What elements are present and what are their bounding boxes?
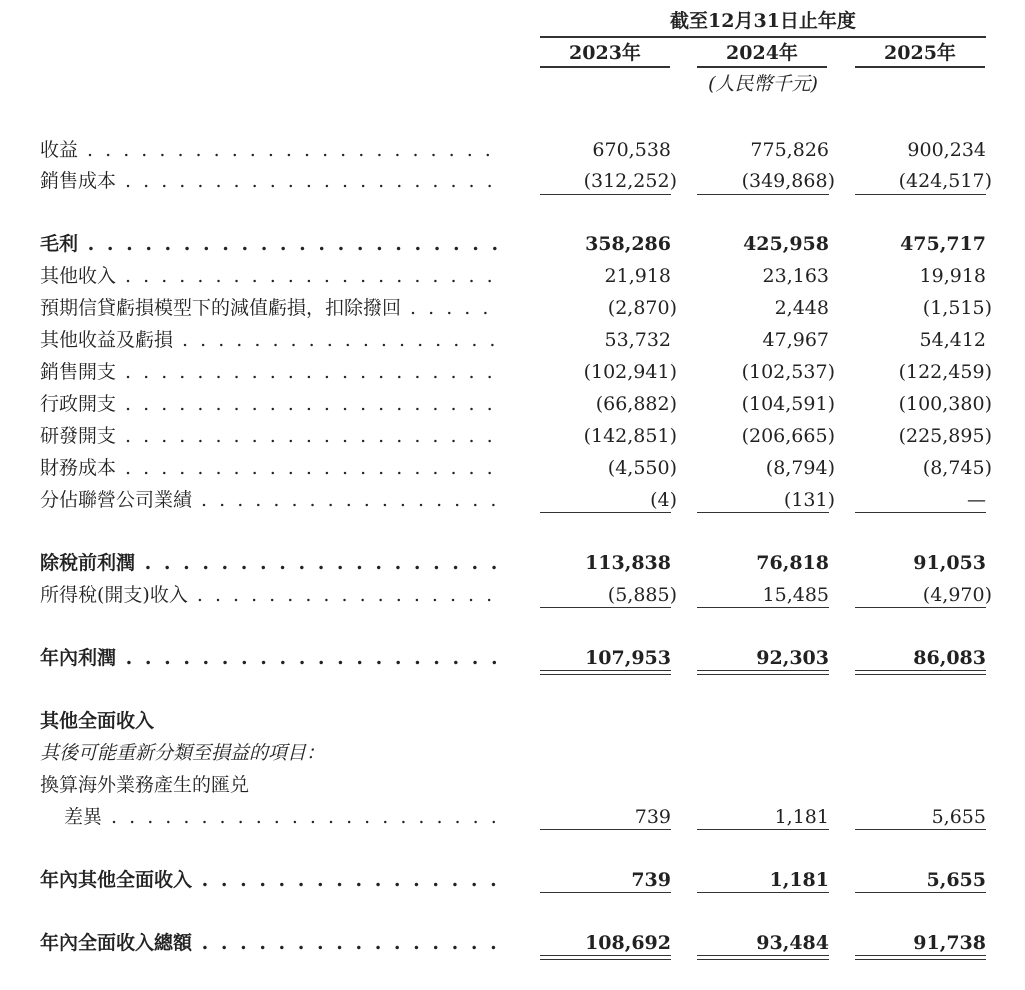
subtotal-rule — [697, 607, 829, 608]
row-label-income-tax: 所得稅(開支)收入 . . . — [40, 580, 500, 610]
cell-oci-2025: 5,655 — [926, 869, 986, 891]
cell-selling-2025: (122,459) — [898, 361, 992, 383]
cell-tax-2025: (4,970) — [922, 584, 992, 606]
cell-cost-of-sales-2023: (312,252) — [583, 170, 677, 192]
cell-gross-profit-2023: 358,286 — [585, 233, 671, 255]
cell-finance-2024: (8,794) — [765, 457, 835, 479]
total-double-rule — [855, 670, 986, 675]
row-label-gross-profit: 毛利 . . . — [40, 229, 500, 259]
cell-pbt-2025: 91,053 — [913, 552, 986, 574]
total-double-rule — [855, 955, 986, 960]
subtotal-rule — [855, 512, 986, 513]
row-label-oci-for-year: 年內其他全面收入 . . . — [40, 865, 500, 895]
row-label-admin-expenses: 行政開支 . . . — [40, 389, 500, 419]
cell-tci-2025: 91,738 — [913, 932, 986, 954]
cell-oci-2024: 1,181 — [769, 869, 829, 891]
cell-other-gains-2023: 53,732 — [604, 329, 671, 351]
cell-other-income-2024: 23,163 — [762, 265, 829, 287]
subtotal-rule — [855, 829, 986, 830]
subtotal-rule — [697, 892, 829, 893]
cell-associates-2025: — — [967, 489, 986, 511]
year-header-2023: 2023年 — [540, 42, 670, 68]
cell-other-income-2023: 21,918 — [604, 265, 671, 287]
cell-rnd-2024: (206,665) — [741, 425, 835, 447]
subtotal-rule — [540, 607, 671, 608]
row-label-cost-of-sales: 銷售成本 . . . — [40, 166, 500, 196]
year-header-2025: 2025年 — [855, 42, 985, 68]
currency-unit: (人民幣千元) — [708, 73, 818, 95]
cell-admin-2023: (66,882) — [595, 393, 677, 415]
cell-tax-2024: 15,485 — [762, 584, 829, 606]
cell-impairment-2023: (2,870) — [607, 297, 677, 319]
cell-admin-2024: (104,591) — [741, 393, 835, 415]
row-label-other-gains-losses: 其他收益及虧損 . . . — [40, 325, 500, 355]
cell-tax-2023: (5,885) — [607, 584, 677, 606]
subtotal-rule — [540, 512, 671, 513]
cell-profit-2024: 92,303 — [756, 647, 829, 669]
cell-oci-2023: 739 — [631, 869, 671, 891]
cell-rnd-2025: (225,895) — [898, 425, 992, 447]
total-double-rule — [697, 955, 829, 960]
total-double-rule — [540, 955, 671, 960]
subtotal-rule — [540, 892, 671, 893]
cell-tci-2023: 108,692 — [585, 932, 671, 954]
cell-cost-of-sales-2024: (349,868) — [741, 170, 835, 192]
subtotal-rule — [697, 829, 829, 830]
cell-admin-2025: (100,380) — [898, 393, 992, 415]
row-label-share-of-associates: 分佔聯營公司業績 . . . — [40, 485, 500, 515]
cell-cost-of-sales-2025: (424,517) — [898, 170, 992, 192]
row-label-finance-costs: 財務成本 . . . — [40, 453, 500, 483]
cell-gross-profit-2025: 475,717 — [900, 233, 986, 255]
row-label-profit-before-tax: 除稅前利潤 . . . — [40, 548, 500, 578]
section-title-oci: 其他全面收入 — [40, 710, 155, 732]
cell-pbt-2024: 76,818 — [756, 552, 829, 574]
row-label-profit-for-year: 年內利潤 . . . — [40, 643, 500, 673]
cell-pbt-2023: 113,838 — [585, 552, 671, 574]
cell-other-gains-2024: 47,967 — [762, 329, 829, 351]
row-label-total-comprehensive-income: 年內全面收入總額 . . . — [40, 928, 500, 958]
subtotal-rule — [697, 194, 829, 195]
cell-gross-profit-2024: 425,958 — [743, 233, 829, 255]
cell-associates-2023: (4) — [650, 489, 677, 511]
subtotal-rule — [855, 607, 986, 608]
year-header-2024: 2024年 — [697, 42, 827, 68]
total-double-rule — [697, 670, 829, 675]
cell-revenue-2024: 775,826 — [750, 139, 829, 161]
subtotal-rule — [855, 892, 986, 893]
cell-selling-2023: (102,941) — [583, 361, 677, 383]
cell-impairment-2024: 2,448 — [774, 297, 829, 319]
cell-impairment-2025: (1,515) — [922, 297, 992, 319]
row-label-other-income: 其他收入 . . . — [40, 261, 500, 291]
total-double-rule — [540, 670, 671, 675]
cell-profit-2025: 86,083 — [913, 647, 986, 669]
row-label-impairment-losses: 預期信貸虧損模型下的減值虧損，扣除撥回 . . . — [40, 293, 500, 323]
subtotal-rule — [855, 194, 986, 195]
row-label-rnd-expenses: 研發開支 . . . — [40, 421, 500, 451]
cell-tci-2024: 93,484 — [756, 932, 829, 954]
cell-finance-2025: (8,745) — [922, 457, 992, 479]
cell-other-gains-2025: 54,412 — [919, 329, 986, 351]
period-header: 截至12月31日止年度 — [540, 8, 986, 38]
cell-differences-2023: 739 — [634, 806, 671, 828]
cell-revenue-2023: 670,538 — [592, 139, 671, 161]
cell-associates-2024: (131) — [783, 489, 835, 511]
section-subtitle-reclassify: 其後可能重新分類至損益的項目： — [40, 742, 326, 764]
row-label-revenue: 收益 . . . — [40, 135, 500, 165]
row-label-selling-expenses: 銷售開支 . . . — [40, 357, 500, 387]
cell-other-income-2025: 19,918 — [919, 265, 986, 287]
cell-profit-2023: 107,953 — [585, 647, 671, 669]
cell-rnd-2023: (142,851) — [583, 425, 677, 447]
subtotal-rule — [540, 194, 671, 195]
subtotal-rule — [697, 512, 829, 513]
cell-differences-2025: 5,655 — [931, 806, 986, 828]
cell-revenue-2025: 900,234 — [907, 139, 986, 161]
cell-finance-2023: (4,550) — [607, 457, 677, 479]
subtotal-rule — [540, 829, 671, 830]
cell-differences-2024: 1,181 — [774, 806, 829, 828]
row-label-differences: 差異 . . . — [64, 802, 500, 832]
cell-selling-2024: (102,537) — [741, 361, 835, 383]
row-label-translation: 換算海外業務產生的匯兑 — [40, 774, 250, 796]
